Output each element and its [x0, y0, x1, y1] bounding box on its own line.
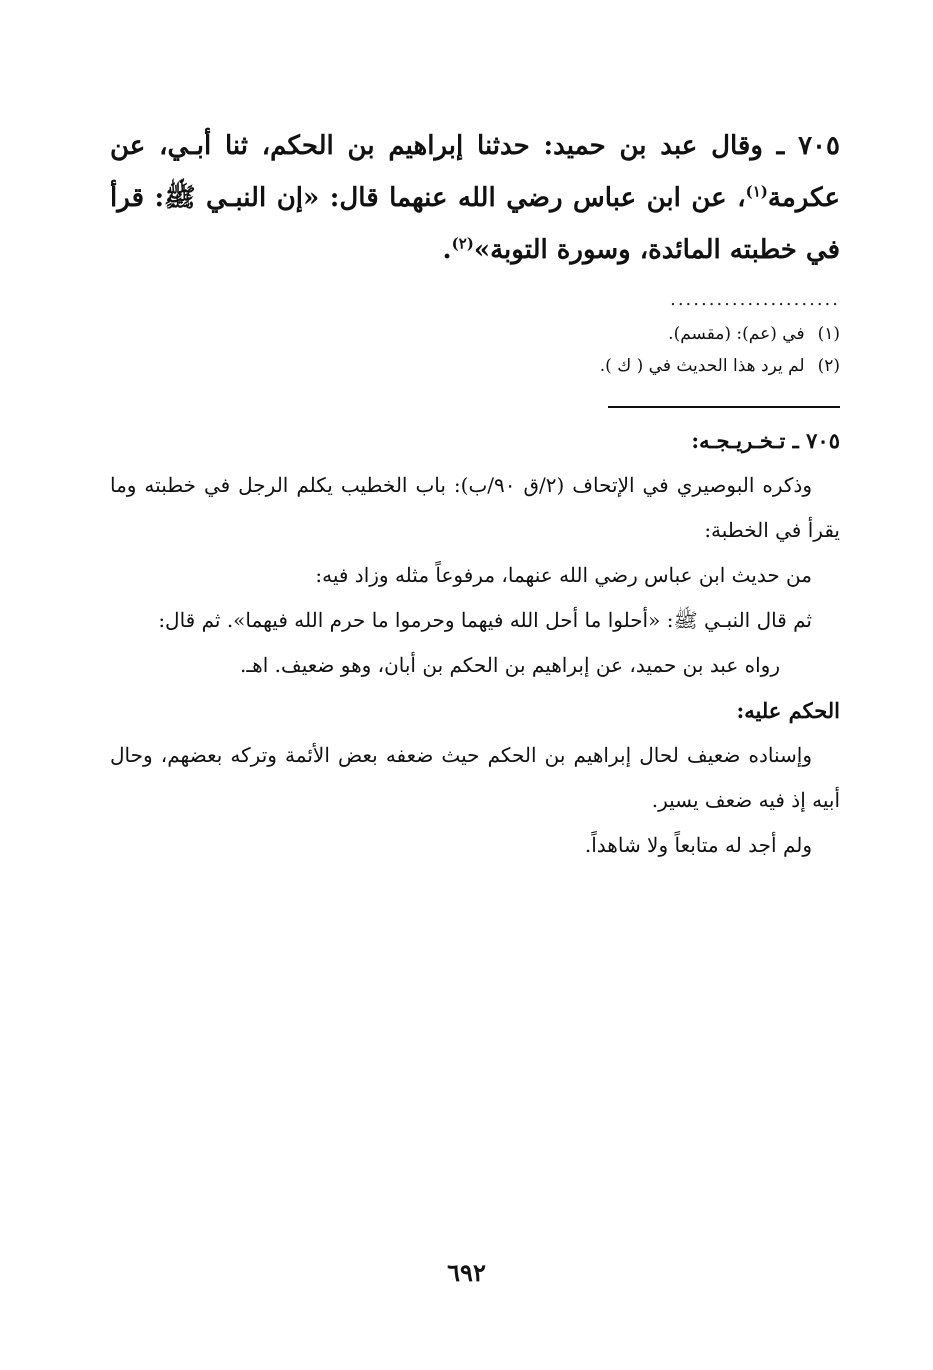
footnotes	[110, 318, 840, 382]
footnote-1	[110, 318, 840, 350]
hadith-text-part2: ، عن ابن عباس رضي الله عنهما قال: «إن النبـي ﷺ: قرأ في خطبته المائدة، وسورة التوبة»	[110, 183, 840, 265]
hukm-paragraph-2: ولم أجد له متابعاً ولا شاهداً.	[584, 833, 812, 857]
takhrij-paragraph-1: وذكره البوصيري في الإتحاف (٢/ق ٩٠/ب): باب الخطيب يكلم الرجل في خطبته وما يقرأ في الخطبة:	[110, 473, 840, 542]
document-page	[110, 120, 840, 1320]
takhrij-paragraph-2: من حديث ابن عباس رضي الله عنهما، مرفوعاً مثله وزاد فيه:	[315, 563, 812, 587]
hadith-paragraph	[110, 120, 840, 276]
hadith-text-end: .	[442, 235, 452, 265]
takhrij-paragraph-3: ثم قال النبـي ﷺ: «أحلوا ما أحل الله فيهما وحرموا ما حرم الله فيهما». ثم قال:	[158, 608, 812, 632]
footnote-text: في (عم): (مقسم).	[668, 324, 805, 344]
footnote-number: (٢)	[817, 356, 840, 376]
footnote-separator-dots: ......................	[670, 290, 840, 310]
hukm-paragraph-1: وإسناده ضعيف لحال إبراهيم بن الحكم حيث ضعفه بعض الأئمة وتركه بعضهم، وحال أبيه إذ فيه ضعف يسير.	[110, 743, 840, 812]
footnote-text: لم يرد هذا الحديث في ( ك ).	[599, 356, 805, 376]
hukm-heading: الحكم عليه:	[736, 698, 840, 723]
footnote-2	[110, 350, 840, 382]
takhrij-paragraph-4: رواه عبد بن حميد، عن إبراهيم بن الحكم بن أبان، وهو ضعيف. اهـ.	[239, 653, 780, 677]
takhrij-section	[110, 418, 840, 868]
footnote-number: (١)	[817, 324, 840, 344]
footnote-ref-1: (١)	[745, 182, 768, 201]
page-number: ٦٩٢	[447, 1258, 486, 1287]
footnote-ref-2: (٢)	[451, 234, 474, 253]
hadith-text-part1: ـ وقال عبد بن حميد: حدثنا إبراهيم بن الحكم، ثنا أبـي، عن عكرمة	[110, 131, 840, 213]
takhrij-heading: ٧٠٥ ـ تـخـريـجـه:	[691, 428, 840, 453]
hadith-number: ٧٠٥	[798, 131, 840, 161]
section-divider	[608, 406, 840, 408]
